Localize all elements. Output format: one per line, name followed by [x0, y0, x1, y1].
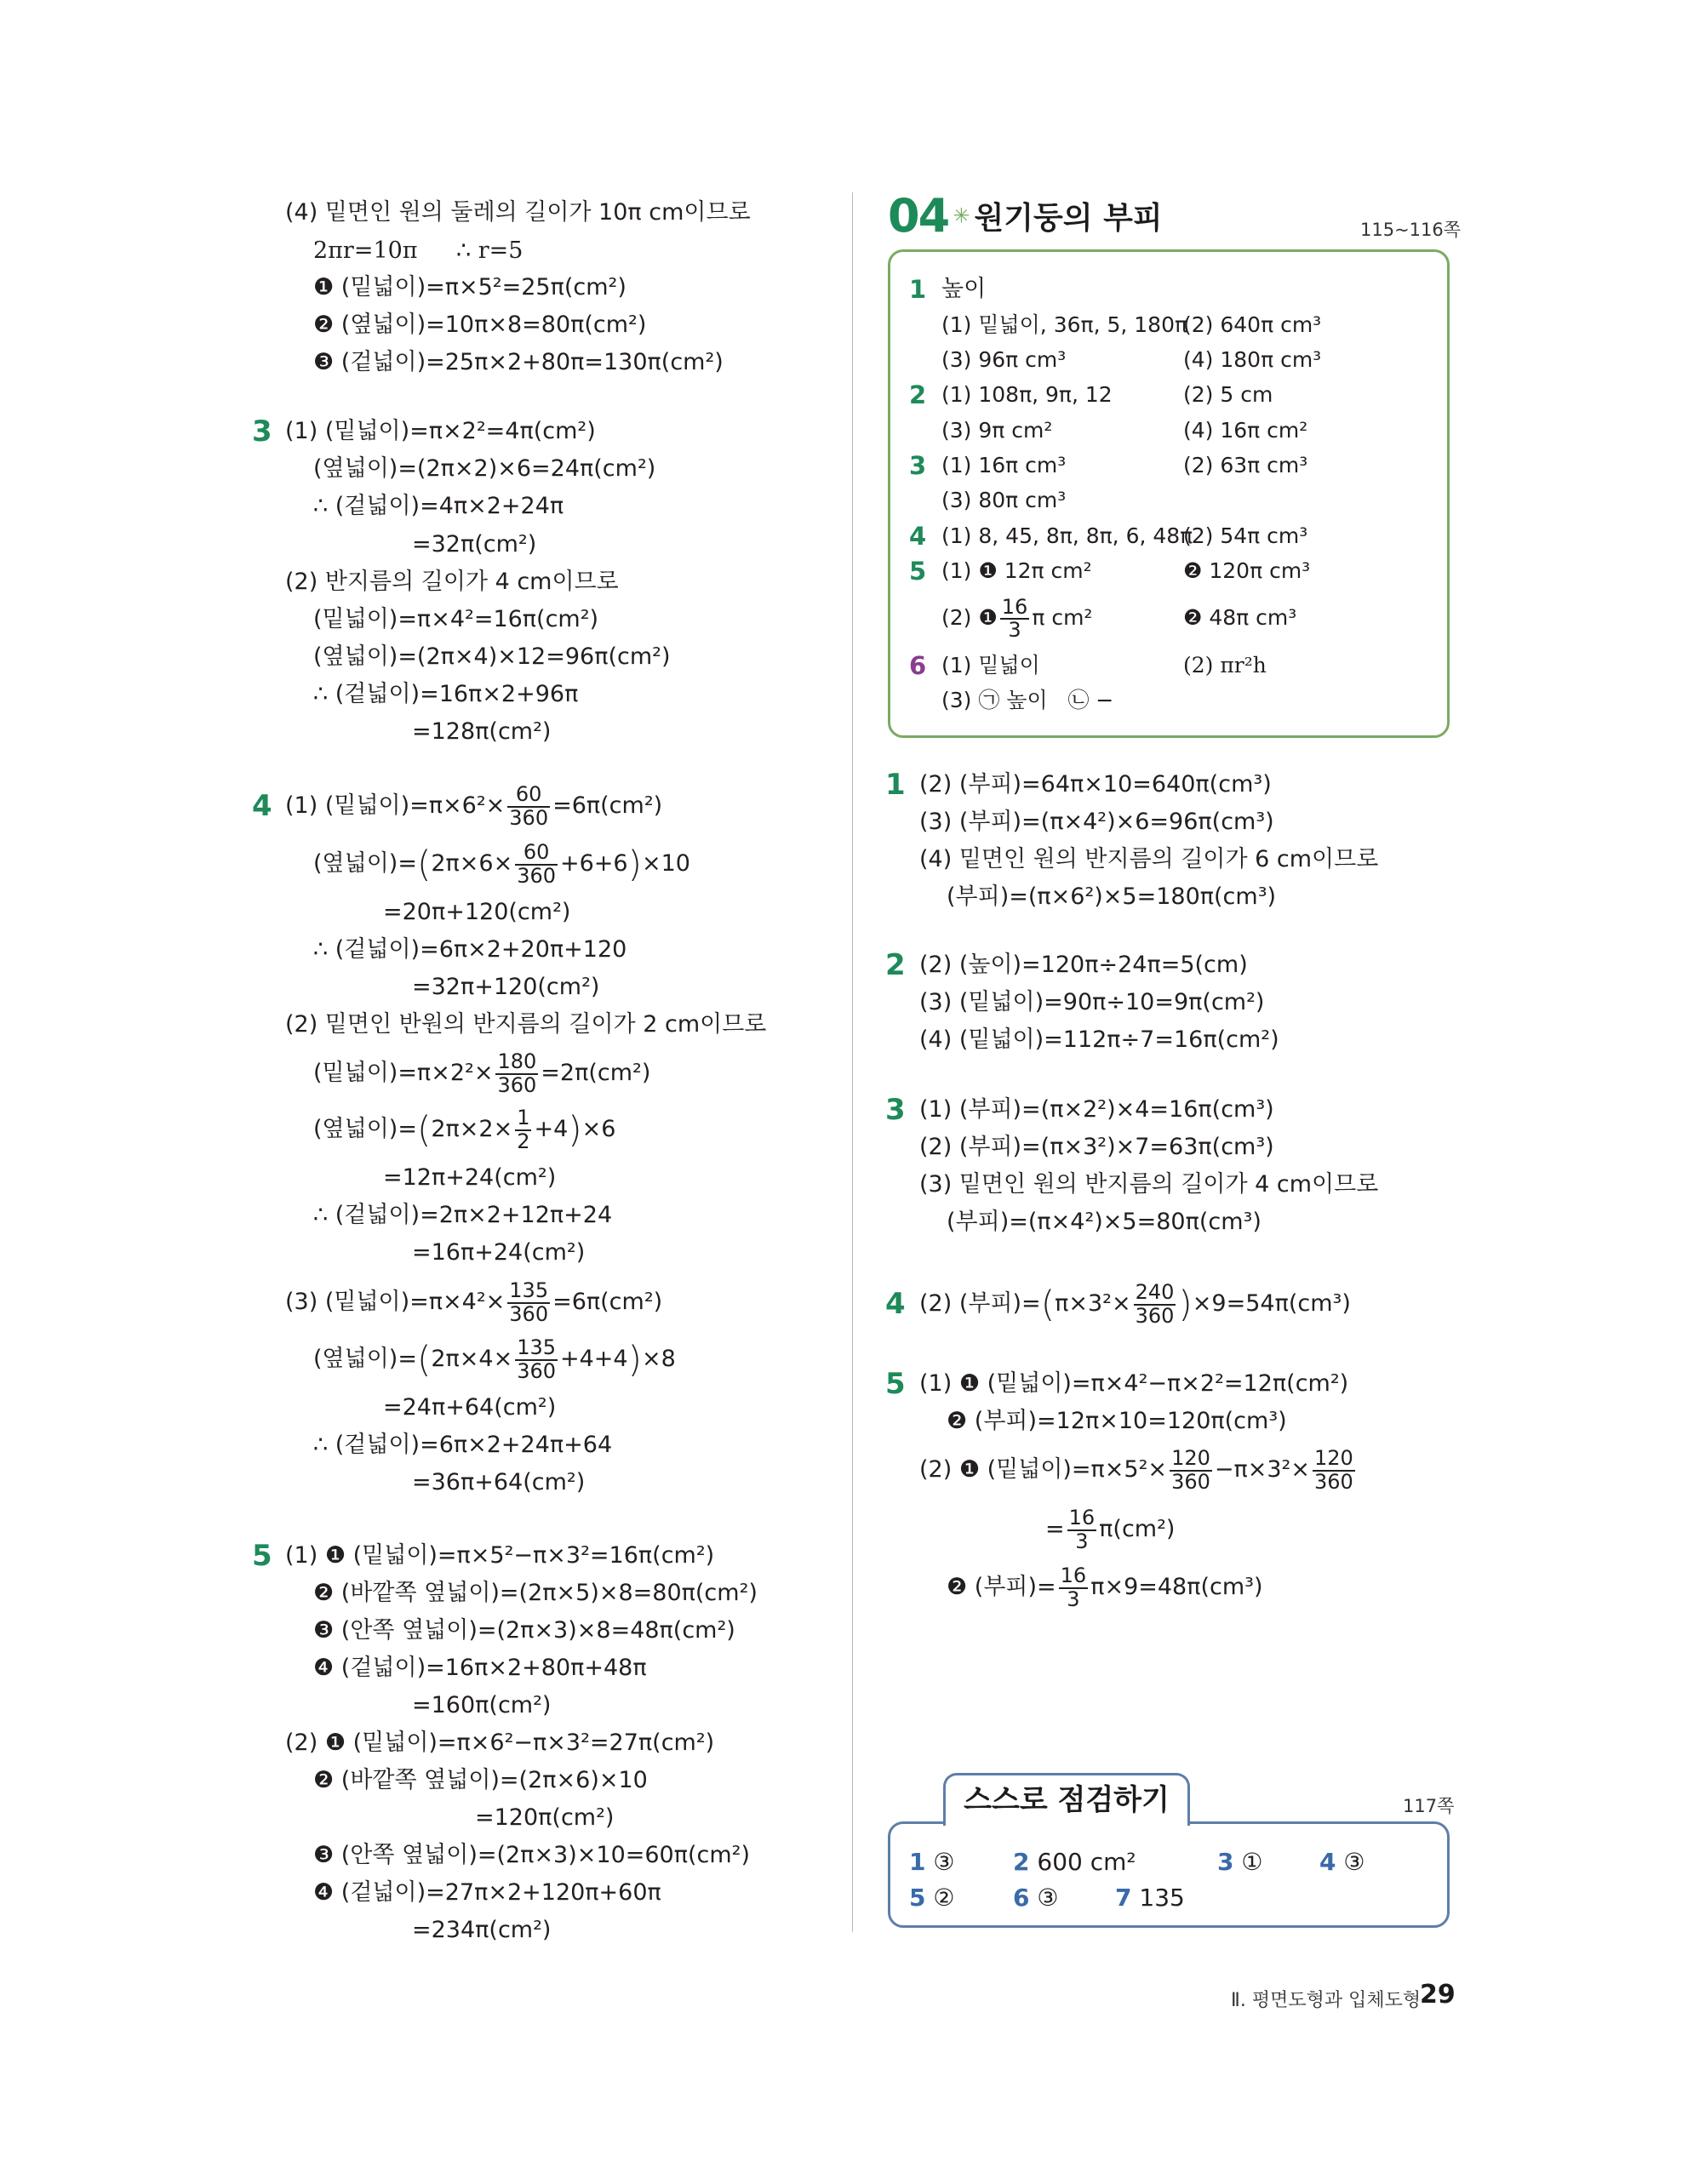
box-number: 2 [909, 380, 927, 409]
solution-line: =16π+24(cm²) [412, 1239, 586, 1266]
eq-part: −π×3²× [1214, 1456, 1311, 1483]
solution-line: ∴ (겉넓이)=16π×2+96π [313, 681, 579, 707]
numerator: 16 [1001, 594, 1028, 619]
eq-part: =6π(cm²) [552, 792, 663, 819]
solution-line [285, 776, 662, 836]
paren: ) [568, 1108, 582, 1151]
chapter-label: Ⅱ. 평면도형과 입체도형 [1231, 1990, 1422, 2011]
eq-part: (옆넓이)= [313, 850, 417, 877]
solution-line: (1) ❶ (밑넓이)=π×5²−π×3²=16π(cm²) [285, 1542, 715, 1569]
box-line: (2) 5 cm [1183, 382, 1273, 407]
eq-part: (3) (밑넓이)=π×4²× [285, 1289, 506, 1315]
problem-number: 3 [252, 415, 272, 449]
denominator: 360 [517, 863, 556, 888]
denominator: 360 [1171, 1469, 1210, 1494]
solution-line [1045, 1500, 1175, 1559]
eq-part: (밑넓이)=π×2²× [313, 1060, 494, 1086]
box-line: (3) 96π cm³ [941, 347, 1067, 372]
eq-part: (2) ❶ [941, 605, 998, 630]
solution-line: (4) (밑넓이)=112π÷7=16π(cm²) [919, 1026, 1279, 1053]
box-number: 5 [909, 557, 927, 586]
solution-line: (2) ❶ (밑넓이)=π×6²−π×3²=27π(cm²) [285, 1729, 715, 1756]
solution-line: (옆넓이)=(2π×4)×12=96π(cm²) [313, 643, 671, 670]
solution-line: (1) (부피)=(π×2²)×4=16π(cm³) [919, 1096, 1274, 1123]
box-line: (3) ㉠ 높이 ㉡ − [941, 688, 1114, 712]
box-line: (2) 54π cm³ [1183, 523, 1308, 548]
box-line: 높이 [941, 276, 987, 302]
box-line: (3) 9π cm² [941, 418, 1053, 443]
paren: ( [416, 843, 432, 885]
problem-number: 2 [885, 948, 906, 982]
box-line: (2) πr²h [1183, 653, 1267, 677]
box-number: 6 [909, 651, 927, 680]
box-number: 4 [909, 522, 927, 551]
solution-line: (2) 반지름의 길이가 4 cm이므로 [285, 569, 619, 595]
section-number: 04 [888, 189, 949, 243]
fraction [515, 1337, 558, 1381]
numerator: 60 [515, 842, 558, 865]
numerator: 1 [517, 1106, 530, 1130]
answer-value: ② [933, 1884, 955, 1912]
eq-part: =2π(cm²) [541, 1060, 651, 1086]
solution-line: ❹ (겉넓이)=16π×2+80π+48π [313, 1655, 647, 1681]
fraction [515, 1107, 531, 1152]
solution-line: =160π(cm²) [412, 1692, 552, 1718]
numerator: 135 [517, 1335, 556, 1360]
section-pages: 115~116쪽 [1360, 220, 1462, 240]
eq-part: π×3²× [1055, 1290, 1131, 1317]
solution-line [947, 1558, 1263, 1617]
paren: ( [416, 1108, 432, 1151]
denominator: 360 [509, 1301, 549, 1326]
eq-part: (옆넓이)= [313, 1116, 417, 1142]
eq-part: π cm² [1032, 605, 1093, 630]
answer-number: 4 [1319, 1848, 1336, 1876]
solution-line: ∴ r=5 [456, 237, 523, 264]
solution-line: =32π(cm²) [412, 531, 537, 557]
solution-line: ∴ (겉넓이)=2π×2+12π+24 [313, 1202, 613, 1228]
answer-number: 7 [1115, 1884, 1132, 1912]
box-number: 3 [909, 451, 927, 480]
numerator: 16 [1068, 1506, 1096, 1530]
eq-part: ×10 [642, 850, 690, 877]
denominator: 3 [1008, 618, 1021, 642]
solution-line: (2) (높이)=120π÷24π=5(cm) [919, 952, 1248, 978]
solution-line: ❷ (바깥쪽 옆넓이)=(2π×6)×10 [313, 1767, 648, 1793]
solution-line: ∴ (겉넓이)=6π×2+24π+64 [313, 1432, 613, 1458]
eq-part: ❷ (부피)= [947, 1574, 1056, 1600]
numerator: 135 [509, 1278, 549, 1303]
answer-value: ③ [1343, 1848, 1365, 1876]
solution-line: ❷ (부피)=12π×10=120π(cm³) [947, 1408, 1287, 1434]
fraction [507, 784, 550, 828]
problem-number: 4 [252, 789, 272, 823]
solution-line: (2) (부피)=64π×10=640π(cm³) [919, 771, 1272, 798]
solution-line: ❸ (안쪽 옆넓이)=(2π×3)×10=60π(cm²) [313, 1842, 751, 1868]
eq-part: 2π×4× [431, 1346, 513, 1372]
box-line: (1) ❶ 12π cm² [941, 558, 1092, 583]
solution-line: ❹ (겉넓이)=27π×2+120π+60π [313, 1879, 661, 1906]
solution-line: ∴ (겉넓이)=4π×2+24π [313, 493, 564, 519]
solution-line: (옆넓이)=(2π×2)×6=24π(cm²) [313, 455, 656, 482]
answer-value: 600 cm² [1037, 1848, 1136, 1876]
answer-item [1319, 1845, 1365, 1879]
solution-line: ❷ (옆넓이)=10π×8=80π(cm²) [313, 312, 647, 338]
denominator: 360 [1135, 1303, 1175, 1328]
solution-line: =32π+120(cm²) [412, 974, 600, 1000]
box-line: (1) 108π, 9π, 12 [941, 382, 1113, 407]
answer-value: ③ [1037, 1884, 1059, 1912]
numerator: 240 [1135, 1280, 1175, 1305]
solution-line: (4) 밑면인 원의 반지름의 길이가 6 cm이므로 [919, 846, 1379, 872]
eq-part: π×9=48π(cm³) [1090, 1574, 1263, 1600]
fraction [1059, 1565, 1089, 1609]
section-header [888, 189, 1163, 243]
eq-part: = [1045, 1516, 1065, 1542]
eq-part: (옆넓이)= [313, 1346, 417, 1372]
solution-line: =20π+120(cm²) [383, 899, 571, 925]
problem-number: 4 [885, 1287, 906, 1321]
solution-line: =12π+24(cm²) [383, 1164, 557, 1191]
fraction [1170, 1448, 1212, 1492]
column-divider [852, 192, 853, 1932]
solution-line: ❸ (안쪽 옆넓이)=(2π×3)×8=48π(cm²) [313, 1617, 735, 1644]
fraction [495, 1051, 538, 1095]
eq-part: 2π×2× [431, 1116, 513, 1142]
problem-number: 3 [885, 1093, 906, 1127]
numerator: 180 [497, 1049, 537, 1074]
answer-item [909, 1845, 955, 1879]
solution-line: (3) (부피)=(π×4²)×6=96π(cm³) [919, 809, 1274, 835]
eq-part: 2π×6× [431, 850, 513, 877]
paren: ) [627, 1338, 642, 1381]
answer-number: 3 [1217, 1848, 1234, 1876]
box-line: (1) 밑넓이 [941, 653, 1040, 677]
solution-line: =36π+64(cm²) [412, 1469, 586, 1495]
denominator: 360 [497, 1072, 537, 1097]
answer-value: 135 [1139, 1884, 1185, 1912]
box-line: (3) 80π cm³ [941, 488, 1067, 512]
box-line: (1) 8, 45, 8π, 8π, 6, 48π [941, 523, 1193, 548]
box-line: (1) 밑넓이, 36π, 5, 180π [941, 312, 1188, 337]
numerator: 120 [1314, 1446, 1353, 1471]
box-line: (2) 640π cm³ [1183, 312, 1322, 337]
answer-number: 1 [909, 1848, 926, 1876]
answer-number: 6 [1013, 1884, 1030, 1912]
solution-line [285, 1272, 662, 1332]
eq-part: +4 [534, 1116, 569, 1142]
fraction [1000, 594, 1030, 642]
solution-line: (3) 밑면인 원의 반지름의 길이가 4 cm이므로 [919, 1171, 1379, 1198]
answer-item [909, 1881, 955, 1915]
answer-item [1013, 1881, 1059, 1915]
solution-line: ❷ (바깥쪽 옆넓이)=(2π×5)×8=80π(cm²) [313, 1580, 758, 1606]
eq-part: +4+4 [560, 1346, 628, 1372]
answer-value: ① [1241, 1848, 1263, 1876]
solution-line: =24π+64(cm²) [383, 1394, 557, 1421]
denominator: 3 [1067, 1587, 1080, 1611]
denominator: 2 [517, 1129, 530, 1153]
solution-line: 2πr=10π [313, 237, 418, 264]
solution-line: =128π(cm²) [412, 718, 552, 745]
solution-line: (밑넓이)=π×4²=16π(cm²) [313, 606, 599, 632]
paren: ( [416, 1338, 432, 1381]
answer-number: 5 [909, 1884, 926, 1912]
solution-line [313, 834, 690, 895]
numerator: 120 [1171, 1446, 1210, 1471]
fraction [1134, 1282, 1176, 1326]
solution-line: ∴ (겉넓이)=6π×2+20π+120 [313, 936, 627, 963]
fraction [507, 1280, 550, 1324]
answer-item [1115, 1881, 1185, 1915]
denominator: 360 [1314, 1469, 1353, 1494]
solution-line: =234π(cm²) [412, 1917, 552, 1943]
paren: ( [1040, 1283, 1056, 1325]
page-number: 29 [1420, 1980, 1456, 2010]
solution-line [313, 1329, 676, 1390]
eq-part: +6+6 [560, 850, 628, 877]
eq-part: (2) ❶ (밑넓이)=π×5²× [919, 1456, 1168, 1483]
paren: ) [1178, 1283, 1193, 1325]
answer-item [1217, 1845, 1263, 1879]
solution-line [919, 1274, 1351, 1335]
eq-part: =6π(cm²) [552, 1289, 663, 1315]
star-icon: ✳ [953, 203, 970, 228]
eq-part: ×6 [581, 1116, 616, 1142]
solution-line: =120π(cm²) [475, 1804, 615, 1831]
box-line: (4) 180π cm³ [1183, 347, 1322, 372]
box-line [941, 590, 1092, 646]
solution-line: ❸ (겉넓이)=25π×2+80π=130π(cm²) [313, 349, 724, 375]
paren: ) [627, 843, 642, 885]
numerator: 60 [507, 784, 550, 807]
box-line: (4) 16π cm² [1183, 418, 1308, 443]
eq-part: ×9=54π(cm³) [1192, 1290, 1351, 1317]
fraction [1067, 1507, 1097, 1552]
solution-line: (1) (밑넓이)=π×2²=4π(cm²) [285, 418, 596, 444]
solution-line [313, 1100, 615, 1160]
problem-number: 5 [885, 1367, 906, 1401]
box-line: ❷ 120π cm³ [1183, 558, 1311, 583]
solution-line: (1) ❶ (밑넓이)=π×4²−π×2²=12π(cm²) [919, 1370, 1349, 1397]
problem-number: 5 [252, 1539, 272, 1573]
eq-part: ×8 [642, 1346, 676, 1372]
eq-part: (2) (부피)= [919, 1290, 1041, 1317]
section-title: 원기둥의 부피 [974, 201, 1163, 236]
fraction [1313, 1448, 1355, 1492]
answer-value: ③ [933, 1848, 955, 1876]
solution-line: (2) 밑면인 반원의 반지름의 길이가 2 cm이므로 [285, 1011, 767, 1038]
eq-part: π(cm²) [1099, 1516, 1176, 1542]
fraction [515, 842, 558, 886]
denominator: 360 [517, 1358, 556, 1383]
self-check-title: 스스로 점검하기 [943, 1773, 1190, 1826]
box-number: 1 [909, 275, 927, 304]
box-line: (1) 16π cm³ [941, 453, 1067, 477]
denominator: 3 [1075, 1529, 1089, 1553]
eq-part: (1) (밑넓이)=π×6²× [285, 792, 506, 819]
solution-line: (3) (밑넓이)=90π÷10=9π(cm²) [919, 989, 1265, 1015]
problem-number: 1 [885, 768, 906, 802]
answer-number: 2 [1013, 1848, 1030, 1876]
self-check-pages: 117쪽 [1403, 1796, 1455, 1816]
denominator: 360 [509, 805, 549, 830]
answer-item [1013, 1845, 1136, 1879]
solution-line [919, 1440, 1358, 1500]
solution-line: (부피)=(π×6²)×5=180π(cm³) [947, 883, 1277, 910]
solution-line: (2) (부피)=(π×3²)×7=63π(cm³) [919, 1134, 1274, 1160]
solution-line: ❶ (밑넓이)=π×5²=25π(cm²) [313, 274, 626, 300]
box-line: (2) 63π cm³ [1183, 453, 1308, 477]
solution-line [313, 1043, 650, 1103]
numerator: 16 [1060, 1564, 1087, 1588]
solution-line: (부피)=(π×4²)×5=80π(cm³) [947, 1209, 1262, 1235]
box-line: ❷ 48π cm³ [1183, 605, 1297, 630]
solution-line: (4) 밑면인 원의 둘레의 길이가 10π cm이므로 [285, 199, 751, 226]
